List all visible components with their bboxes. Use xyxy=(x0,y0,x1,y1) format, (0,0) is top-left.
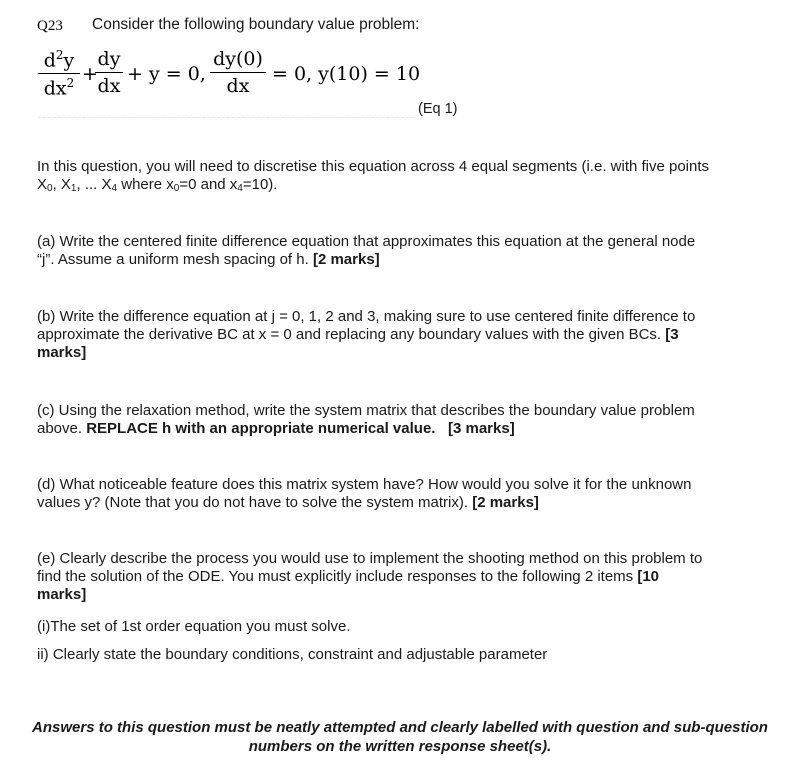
divider xyxy=(38,117,414,118)
part-a: (a) Write the centered finite difference equation that approximates this equation at the general node “j”. Assume a uniform mesh spacing of h. [2 marks] xyxy=(37,233,696,268)
equation-label: (Eq 1) xyxy=(418,101,458,117)
boundary-value-equation xyxy=(38,48,421,114)
discretise-instruction: In this question, you will need to discretise this equation across 4 equal segments (i.e. with five points $X_0$, $X_1$, ... $X_4$ where $x_0=0$ and $x_4=10$). xyxy=(37,158,710,194)
part-e: (e) Clearly describe the process you would use to implement the shooting method on this problem to find the solution of the ODE. You must explicitly include responses to the following 2 items [10 marks] xyxy=(37,550,703,603)
part-d: (d) What noticeable feature does this matrix system have? How would you solve it for the unknown values y? (Note that you do not have to solve the system matrix). [2 marks] xyxy=(37,476,692,511)
footer-note: Answers to this question must be neatly attempted and clearly labelled with question and sub-question numbers on the written response sheet(s). xyxy=(32,719,768,755)
bc-derivative-fraction: dy(0) dx xyxy=(210,48,266,97)
part-e-item-i: (i)The set of 1st order equation you must solve. xyxy=(37,618,351,635)
part-b: (b) Write the difference equation at j = 0, 1, 2 and 3, making sure to use centered finite difference to approximate the derivative BC at x = 0 and replacing any boundary values with the given BCs. [3 marks] xyxy=(37,308,696,361)
second-derivative-fraction: $d^2y$ $dx^2$ xyxy=(38,48,80,100)
part-e-item-ii: ii) Clearly state the boundary conditions, constraint and adjustable parameter xyxy=(37,646,548,663)
plus-operator: + xyxy=(82,63,98,85)
ode-rest: + y = 0, xyxy=(127,63,206,85)
first-derivative-fraction: dy dx xyxy=(95,48,123,97)
question-number: Q23 xyxy=(37,18,63,34)
question-intro: Consider the following boundary value problem: xyxy=(92,16,420,33)
boundary-conditions: = 0, y(10) = 10 xyxy=(272,63,421,85)
part-c: (c) Using the relaxation method, write the system matrix that describes the boundary value problem above. REPLACE h with an appropriate numerical value. [3 marks] xyxy=(37,402,695,437)
